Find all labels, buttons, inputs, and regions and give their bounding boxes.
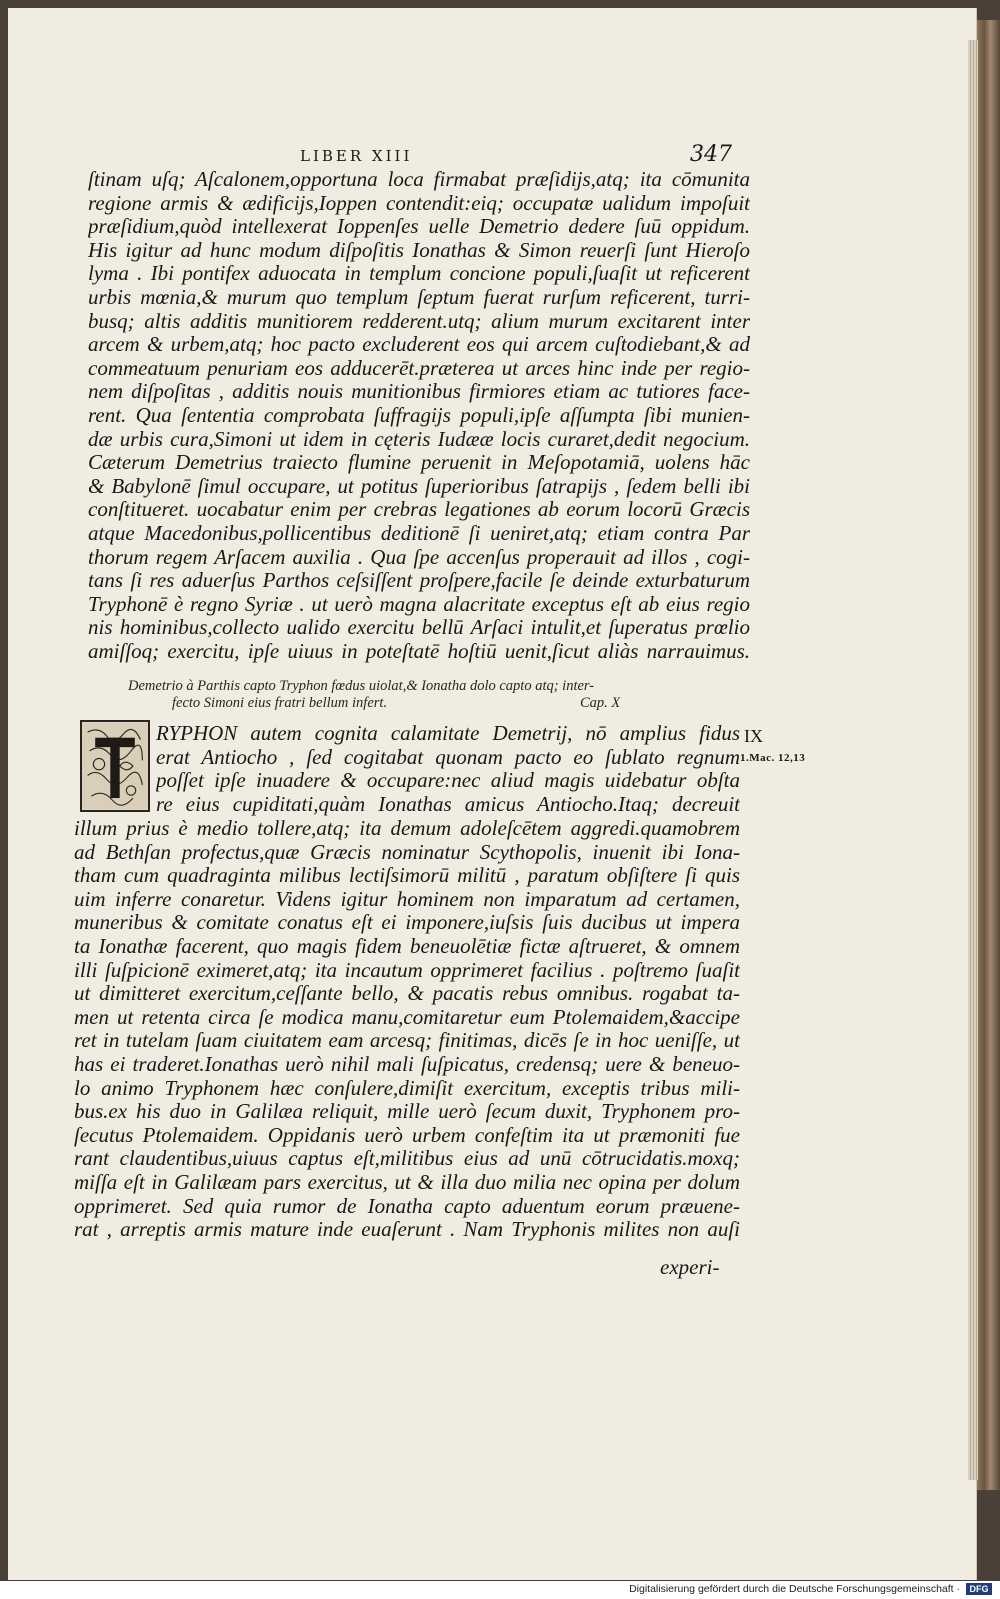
text-line: rat , arreptis armis mature inde euaſerunt . Nam Tryphonis milites non auſi (74, 1218, 740, 1242)
text-line: Cæterum Demetrius traiecto flumine peruenit in Meſopotamiā, uolens hāc (88, 451, 750, 475)
footer-credit: Digitalisierung gefördert durch die Deutsche Forschungsgemeinschaft · (629, 1583, 960, 1595)
book-edge (976, 20, 1000, 1490)
text-line: illi ſuſpicionē eximeret,atq; ita incautum opprimeret facilius . poſtremo ſuaſit (74, 958, 740, 982)
margin-number: IX (744, 726, 763, 746)
text-line: amiſſoq; exercitu, ipſe uiuus in poteſtatē hoſtiū uenit,ſicut aliàs narrauimus. (88, 639, 750, 663)
page-number: 347 (690, 142, 732, 167)
text-line: atque Macedonibus,pollicentibus deditionē ſi ueniret,atq; etiam contra Par (88, 521, 750, 545)
text-line: busq; altis additis munitiorem redderent.utq; alium murum excitarent inter (88, 309, 750, 333)
running-head: LIBER XIII (300, 147, 413, 165)
decorated-initial-t (80, 720, 150, 812)
text-line: uim inferre conaretur. Videns igitur hominem non imparatum ad certamen, (74, 887, 740, 911)
text-line: ut dimitteret exercitum,ceſſante bello, & pacatis rebus omnibus. rogabat ta- (74, 982, 740, 1006)
chapter-label: Cap. X (580, 695, 621, 711)
text-line: ad Bethſan profectus,quæ Græcis nominatur Scythopolis, inuenit ibi Iona- (74, 840, 740, 864)
text-line: tham cum quadraginta milibus lectiſsimorū militū , paratum obſiſtere ſi quis (74, 864, 740, 888)
text-line: thorum regem Arſacem auxilia . Qua ſpe accenſus properauit ad illos , cogi- (88, 545, 750, 569)
text-line: ſtinam uſq; Aſcalonem,opportuna loca firmabat præſidijs,atq; ita cōmunita (88, 168, 750, 191)
text-line: arcem & urbem,atq; hoc pacto excluderent eos qui arcem cuſtodiebant,& ad (88, 333, 750, 357)
text-line: ta Ionathæ facerent, quo magis fidem beneuolētiæ fictæ aſtrueret, & omnem (74, 934, 740, 958)
text-line: opprimeret. Sed quia rumor de Ionatha capto aduentum eorum præuene- (74, 1194, 740, 1218)
paragraph-2-opening (156, 722, 740, 816)
text-line: lyma . Ibi pontifex aduocata in templum concione populi,ſuaſit ut reficerent (88, 262, 750, 286)
text-line: RYPHON autem cognita calamitate Demetrij, nō amplius fidus (156, 722, 740, 745)
text-line: Tryphonē è regno Syriæ . ut uerò magna alacritate exceptus eſt ab eius regio (88, 592, 750, 616)
text-line: miſſa eſt in Galilæam pars exercitus, ut & illa duo milia nec opina per dolum (74, 1170, 740, 1194)
paragraph-1 (88, 168, 750, 663)
text-line: regione armis & ædificijs,Ioppen contendit:eiq; occupatæ ualidum impoſuit (88, 191, 750, 215)
text-line: ſecutus Ptolemaidem. Oppidanis uerò urbem confeſtim ita ut præmoniti fue (74, 1123, 740, 1147)
margin-reference: 1.Mac. 12,13 (740, 752, 806, 764)
text-line: urbis mœnia,& murum quo templum ſeptum fuerat rurſum reficerent, turri- (88, 285, 750, 309)
text-line: poſſet ipſe inuadere & occupare:nec aliud magis uidebatur obſta (156, 769, 740, 793)
paragraph-2 (74, 817, 740, 1242)
text-line: nem diſpoſitas , additis nouis munitionibus firmiores etiam ac tutiores face- (88, 380, 750, 404)
text-line: dæ urbis cura,Simoni ut idem in cęteris Iudææ locis curaret,dedit negocium. (88, 427, 750, 451)
text-line: His igitur ad hunc modum diſpoſitis Ionathas & Simon reuerſi ſunt Hieroſo (88, 238, 750, 262)
text-line: commeatuum penuriam eos adducerēt.præterea ut arces hinc inde per regio- (88, 356, 750, 380)
text-line: ret in tutelam ſuam ciuitatem eam arcesq; finitimas, dicēs ſe in hoc ueniſſe, ut (74, 1029, 740, 1053)
text-line: rant claudentibus,uiuus captus eſt,militibus eius ad unū cōtrucidatis.moxq; (74, 1147, 740, 1171)
dfg-logo: DFG (966, 1583, 992, 1595)
page-edges (968, 40, 978, 1480)
text-line: bus.ex his duo in Galilæa reliquit, mille uerò ſecum duxit, Tryphonem pro- (74, 1100, 740, 1124)
caption-line-1: Demetrio à Parthis capto Tryphon fœdus uiolat,& Ionatha dolo capto atq; inter- (128, 678, 595, 694)
text-line: rent. Qua ſententia comprobata ſuffragijs populi,ipſe aſſumpta ſibi munien- (88, 403, 750, 427)
text-line: tans ſi res aduerſus Parthos ceſsiſſent proſpere,facile ſe deinde exturbaturum (88, 569, 750, 593)
text-line: has ei traderet.Ionathas uerò nihil mali ſuſpicatus, credensq; uere & beneuo- (74, 1052, 740, 1076)
text-line: nis hominibus,collecto ualido exercitu bellū Arſaci intulit,et ſuperatus prœlio (88, 616, 750, 640)
text-line: conſtitueret. uocabatur enim per crebras legationes ab eorum locorū Græcis (88, 498, 750, 522)
chapter-caption (128, 678, 688, 712)
caption-line-2: fecto Simoni eius fratri bellum infert. (172, 695, 388, 711)
text-line: men ut retenta circa ſe modica manu,comitaretur eum Ptolemaidem,&accipe (74, 1005, 740, 1029)
text-line: lo animo Tryphonem hæc conſulere,dimiſit exercitum, exceptis tribus mili- (74, 1076, 740, 1100)
text-line: re eius cupiditati,quàm Ionathas amicus Antiocho.Itaq; decreuit (156, 792, 740, 816)
text-line: erat Antiocho , ſed cogitabat quonam pacto eo ſublato regnum (156, 745, 740, 769)
text-line: & Babylonē ſimul occupare, ut potitus ſuperioribus ſatrapijs , ſedem belli ibi (88, 474, 750, 498)
text-line: illum prius è medio tollere,atq; ita demum adoleſcētem aggredi.quamobrem (74, 817, 740, 840)
catchword: experi- (660, 1255, 720, 1279)
text-line: muneribus & comitate conatus eſt ei imponere,iuſsis ſuis ducibus ut impera (74, 911, 740, 935)
text-line: præſidium,quòd intellexerat Ioppenſes uelle Demetrio dedere ſuū oppidum. (88, 215, 750, 239)
